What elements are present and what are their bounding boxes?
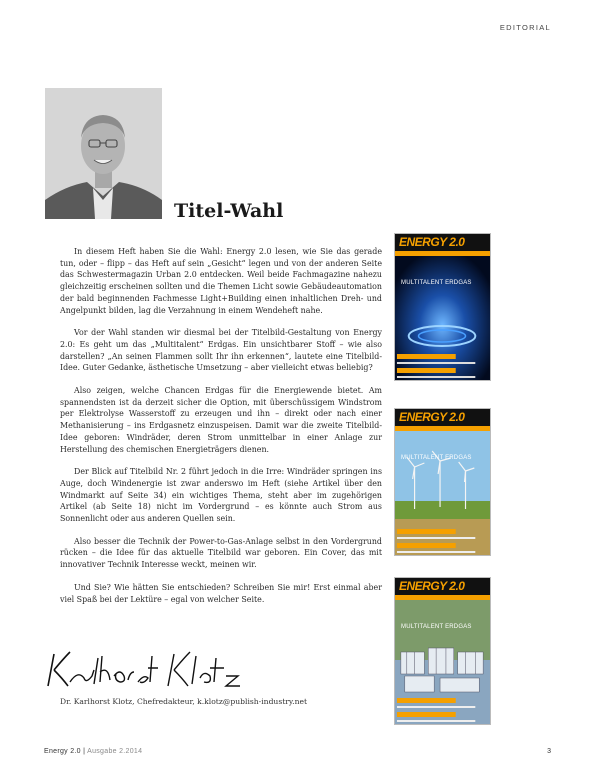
paragraph: Also zeigen, welche Chancen Erdgas für die Energiewende bietet. Am spannendsten ist da derzeit sicher die Option, mit überschüssigem Windstrom per Elektrolyse Wasserstoff zu erzeugen und ihn – direkt oder nach einer Methanisierung – ins Erdgasnetz einzuspeisen. Damit war die zweite Titelbild-Idee geboren: Windräder, deren Strom unmittelbar in einer Anlage zur Herstellung des chemischen Energieträgers dienen. xyxy=(60,386,382,454)
cover-thumbnail-plant xyxy=(394,577,491,725)
paragraph: In diesem Heft haben Sie die Wahl: Energy 2.0 lesen, wie Sie das gerade tun, oder – flipp – das Heft auf sein „Gesicht“ legen und von der anderen Seite das Schwestermagazin Urban 2.0 entdecken. Weil beide Fachmagazine nahezu gleichzeitig erscheinen sollten und die Themen Licht sowie Gebäudeautomation der bald beginnenden Fachmesse Light+Building einen inhaltlichen Dreh- und Angelpunkt bilden, lag die Verzahnung in einem Wendeheft nahe. xyxy=(60,247,382,315)
page-number: 3 xyxy=(547,748,551,755)
cover-masthead: ENERGY 2.0 xyxy=(395,578,490,595)
editorial-body xyxy=(60,246,382,616)
cover-masthead: ENERGY 2.0 xyxy=(395,409,490,426)
page-title: Titel-Wahl xyxy=(174,200,284,222)
paragraph: Der Blick auf Titelbild Nr. 2 führt jedoch in die Irre: Windräder springen ins Auge, doch Windenergie ist zwar anderswo im Heft (siehe Artikel über den Windmarkt auf Seite 34) ein wichtiges Thema, steht aber im zugehörigen Artikel (ab Seite 18) nicht im Vordergrund – es könnte auch Strom aus Sonnenlicht oder aus anderen Quellen sein. xyxy=(60,467,382,524)
cover-thumbnail-flame xyxy=(394,233,491,381)
section-label: EDITORIAL xyxy=(499,23,551,32)
magazine-name: Energy 2.0 xyxy=(44,748,81,755)
paragraph: Und Sie? Wie hätten Sie entschieden? Schreiben Sie mir! Erst einmal aber viel Spaß bei der Lektüre – egal von welcher Seite. xyxy=(60,582,382,604)
power-to-gas-plant-image xyxy=(395,600,490,725)
wind-turbines-image xyxy=(395,431,490,556)
paragraph: Also besser die Technik der Power-to-Gas-Anlage selbst in den Vordergrund rücken – die Idee für das aktuelle Titelbild war geboren. Ein Cover, das mit innovativer Technik Interesse weckt, meinen wir. xyxy=(60,536,382,570)
cover-headline: MULTITALENT ERDGAS xyxy=(401,624,472,630)
issue-label: Ausgabe 2.2014 xyxy=(87,748,143,755)
footer-magazine: Energy 2.0 | Ausgabe 2.2014 xyxy=(44,748,143,755)
cover-masthead: ENERGY 2.0 xyxy=(395,234,490,251)
author-portrait xyxy=(45,88,162,219)
cover-headline: MULTITALENT ERDGAS xyxy=(401,455,472,461)
gas-flame-image xyxy=(395,256,490,381)
cover-headline: MULTITALENT ERDGAS xyxy=(401,280,472,286)
signature-caption: Dr. Karlhorst Klotz, Chefredakteur, k.klotz@publish-industry.net xyxy=(60,697,308,706)
cover-thumbnail-wind xyxy=(394,408,491,556)
paragraph: Vor der Wahl standen wir diesmal bei der Titelbild-Gestaltung von Energy 2.0: Es geht um das „Multitalent“ Erdgas. Ein unsichtbarer Stoff – wie also darstellen? „An seinen Flammen sollt Ihr ihn erkennen“, lautete eine Titelbild-Idee. Guter Gedanke, ästhetische Umsetzung – aber vielleicht etwas beliebig? xyxy=(60,328,382,373)
handwritten-signature xyxy=(44,648,264,690)
